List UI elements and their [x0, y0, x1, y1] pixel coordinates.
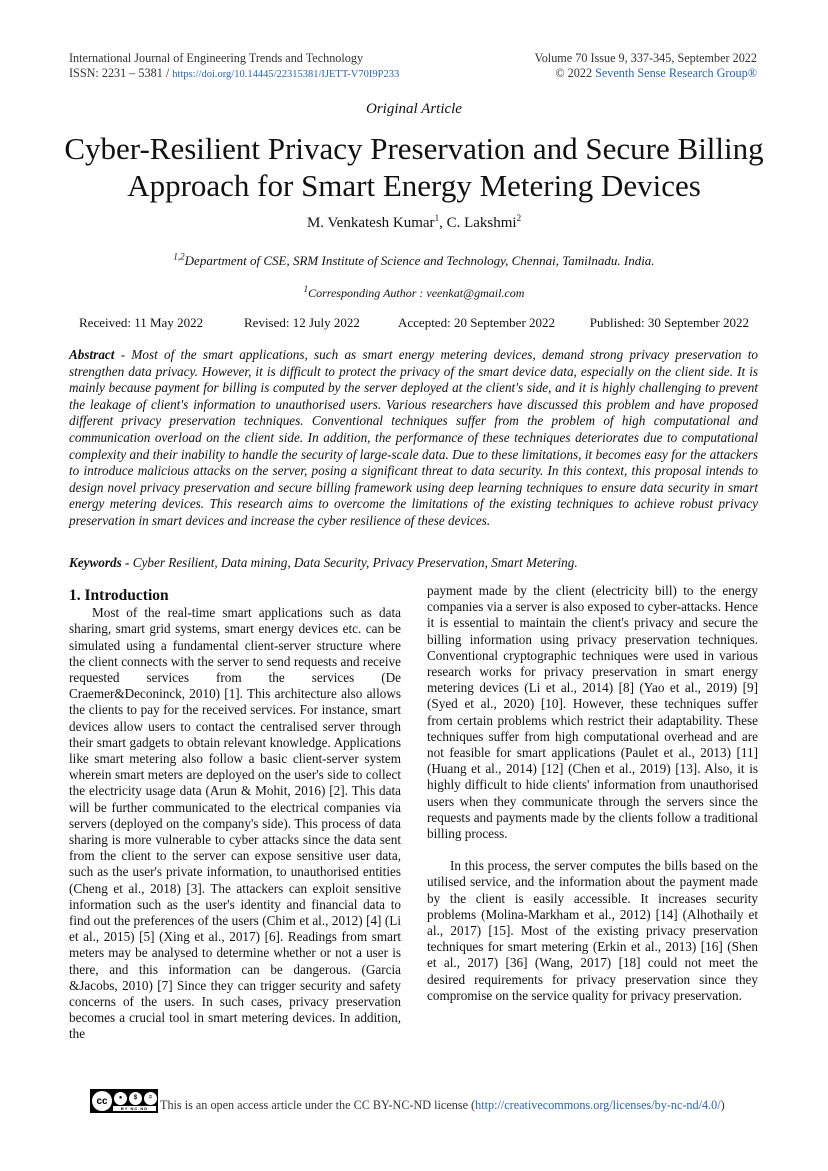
- keywords-label: Keywords -: [69, 555, 130, 570]
- author-1-sup: 1: [434, 213, 440, 223]
- volume-info: Volume 70 Issue 9, 337-345, September 2022: [534, 51, 757, 65]
- abstract: [69, 347, 758, 530]
- intro-paragraph-2: In this process, the server computes the bills based on the utilised service, and the information about the payment made by the client is easily accessible. It increases security problems (Molina-Markham et al., 2012) [14] (Alhothaily et al., 2017) [15]. Most of the existing privacy preservation techniques for smart metering (Erkin et al., 2013) [16] (Shen et al., 2017) [36] (Wang, 2017) [18] could not meet the desired requirements for privacy preservation since they compromise on the service quality for privacy preservation.: [427, 858, 758, 1003]
- copyright-text: © 2022: [555, 66, 596, 80]
- author-2-sup: 2: [516, 213, 522, 223]
- corresponding-author: [0, 286, 828, 301]
- section-heading: 1. Introduction: [69, 587, 169, 604]
- keywords: [69, 555, 758, 571]
- cc-icon: cc: [92, 1091, 112, 1111]
- nd-icon: =: [144, 1092, 157, 1105]
- badge-text: BY NC ND: [113, 1106, 156, 1111]
- accepted-date: Accepted: 20 September 2022: [398, 315, 556, 330]
- left-column: [69, 588, 401, 1043]
- journal-name: International Journal of Engineering Trends and Technology: [69, 51, 364, 65]
- by-icon: ●: [114, 1092, 127, 1105]
- affiliation-sup: 1,2: [173, 251, 185, 262]
- abstract-label: Abstract: [69, 347, 115, 362]
- received-date: Received: 11 May 2022: [79, 315, 204, 330]
- issn-line: [69, 66, 399, 82]
- author-2: C. Lakshmi: [446, 215, 517, 231]
- revised-date: Revised: 12 July 2022: [244, 315, 360, 330]
- article-type: Original Article: [366, 101, 462, 117]
- journal-header: [69, 51, 399, 82]
- published-date: Published: 30 September 2022: [589, 315, 749, 330]
- publisher-link[interactable]: Seventh Sense Research Group®: [595, 66, 757, 80]
- right-column: [427, 583, 758, 1004]
- author-1: M. Venkatesh Kumar: [306, 215, 435, 231]
- license-text: This is an open access article under the CC BY-NC-ND license (: [160, 1098, 476, 1112]
- affiliation: [0, 253, 828, 269]
- issn-text: ISSN: 2231 – 5381 /: [69, 66, 173, 80]
- nc-icon: $: [129, 1092, 142, 1105]
- affiliation-text: Department of CSE, SRM Institute of Science and Technology, Chennai, Tamilnadu. India.: [184, 253, 655, 268]
- license-link[interactable]: http://creativecommons.org/licenses/by-nc-nd/4.0/: [475, 1098, 721, 1112]
- license-close: ): [720, 1098, 725, 1112]
- corresponding-sup: 1: [303, 284, 309, 294]
- intro-paragraph-1: Most of the real-time smart applications such as data sharing, smart grid systems, smart energy devices etc. can be simulated using a fundamental client-server structure where the client connects with the server to send requests and receive requested services from the services (De Craemer&Deconinck, 2010) [1]. This architecture also allows the clients to pay for the received services. For instance, smart devices allow users to contact the centralised server through their smart gadgets to obtain relevant knowledge. Applications like smart metering also follow a basic client-server system wherein smart meters are deployed on the user's side to collect the electricity usage data (Arun & Mohit, 2016) [2]. This data will be further communicated to the electrical companies via servers (deployed on the company's side). This process of data sharing is more vulnerable to cyber attacks since the data sent from the client to the server can expose sensitive user data, such as the user's private information, to unauthorised entities (Cheng et al., 2018) [3]. The attackers can exploit sensitive information such as the user's identity and financial data to find out the preferences of the users (Chim et al., 2012) [4] (Li et al., 2015) [5] (Xing et al., 2017) [6]. Readings from smart meters may be analysed to determine whether or not a user is there, and this information can be dangerous. (Garcia &Jacobs, 2010) [7] Since they can trigger security and safety concerns of the users. In such cases, privacy preservation becomes a crucial tool in smart metering devices. In addition, the: [69, 605, 401, 1042]
- copyright-line: [534, 66, 757, 81]
- paper-title: Cyber-Resilient Privacy Preservation and Secure Billing Approach for Smart Energy Metering Devices: [64, 131, 764, 203]
- author-separator: ,: [439, 215, 447, 231]
- intro-paragraph-1-cont: payment made by the client (electricity bill) to the energy companies via a server is also exposed to cyber-attacks. Hence it is essential to maintain the client's privacy and secure the billing information using privacy preservation techniques. Conventional cryptographic techniques were used in various research works for privacy preservation in smart energy metering devices (Li et al., 2014) [8] (Yao et al., 2019) [9] (Syed et al., 2020) [10]. However, these techniques suffer from certain problems which restrict their adaptability. These techniques suffer from high computational overhead and are not feasible for smart applications (Paulet et al., 2013) [11] (Huang et al., 2014) [12] (Chen et al., 2019) [13]. Also, it is highly difficult to hide clients' information from unauthorised users when they communicate through the servers since the requests and payments made by the clients follow a traditional billing process.: [427, 583, 758, 842]
- author-list: [0, 215, 828, 232]
- doi-link[interactable]: https://doi.org/10.14445/22315381/IJETT-V70I9P233: [172, 69, 400, 80]
- corresponding-text: Corresponding Author : veenkat@gmail.com: [308, 286, 525, 300]
- license-footer: [90, 1089, 725, 1113]
- cc-license-badge-icon[interactable]: [90, 1089, 158, 1113]
- volume-header: [534, 51, 757, 81]
- abstract-text: - Most of the smart applications, such as smart energy metering devices, demand strong privacy preservation to strengthen data privacy. However, it is difficult to protect the privacy of the smart device data, especially on the client side. It is mainly because payment for billing is computed by the server deployed at the client's side, and it is highly challenging to prevent the leakage of client's information to unauthorised users. Various researchers have discussed this problem and have proposed different privacy preservation techniques. Conventional techniques suffer from the problem of high computational and communication overload on the client side. In addition, the performance of these techniques deteriorates due to computational complexity and their inability to handle the security of large-scale data. Due to these limitations, it becomes easy for the attackers to introduce malicious attacks on the server, posing a significant threat to data security. In this context, this proposal intends to design novel privacy preservation and secure billing framework using deep learning techniques to ensure data security in smart energy metering devices. This research aims to overcome the limitations of the existing techniques to achieve robust privacy preservation in smart devices and increase the cyber resilience of these devices.: [69, 347, 758, 528]
- keywords-text: Cyber Resilient, Data mining, Data Security, Privacy Preservation, Smart Metering.: [129, 555, 578, 570]
